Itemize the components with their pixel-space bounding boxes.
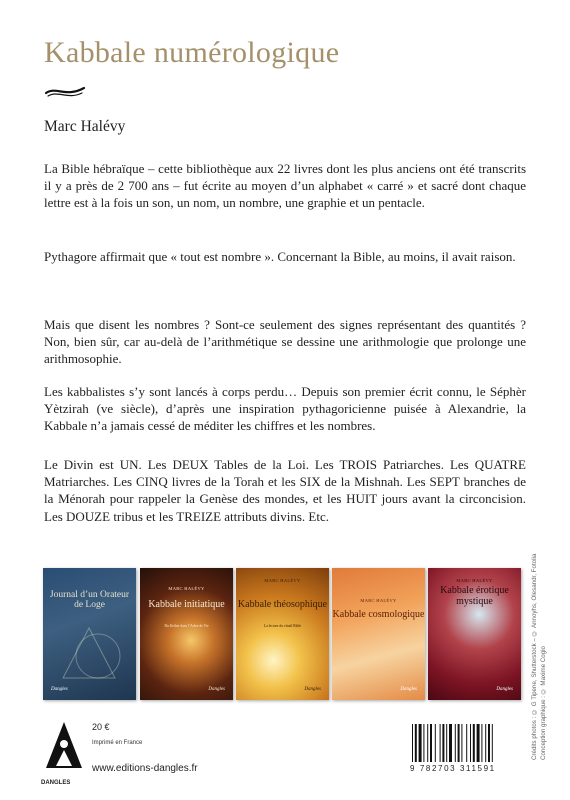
logo-label: DANGLES (41, 780, 71, 786)
barcode-bar (442, 724, 444, 762)
barcode-bar (446, 724, 447, 762)
barcode-bar (477, 724, 480, 762)
credits-line-2: Conception graphique : © Maxime Cogio (540, 646, 547, 760)
barcode-bar (492, 724, 493, 762)
book-author: MARC HALÉVY (456, 578, 493, 583)
book-title: Kabbale cosmologique (332, 609, 425, 620)
publisher-label: Dangles (496, 687, 513, 692)
paragraph-3: Mais que disent les nombres ? Sont-ce seulement des signes représentant des quantités ? Non, bien sûr, car au-delà de l’arithmétique se dessine une arithmologie que prolonge une arithmosophie. (44, 317, 526, 367)
isbn-number: 9 782703 311591 (410, 764, 496, 773)
dangles-logo-icon (44, 720, 84, 776)
book-cover-kabbale-erotique (428, 568, 521, 700)
barcode-bar (427, 724, 428, 762)
barcode-bar (430, 724, 432, 762)
book-cover-kabbale-initiatique (140, 568, 233, 700)
barcode-bar (449, 724, 452, 762)
barcode-bar (412, 724, 413, 762)
paragraph-4: Les kabbalistes s’y sont lancés à corps perdu… Depuis son premier écrit connu, le Séphèr Yètzirah (ve siècle), d’après une inspiration pythagoricienne puisée à Alexandrie, la Kabbale n’a jamais cessé de méditer les chiffres et les nombres. (44, 384, 526, 434)
barcode-bar (470, 724, 471, 762)
barcode-bar (458, 724, 460, 762)
publisher-label: Dangles (208, 687, 225, 692)
printed-in: Imprimé en France (92, 740, 143, 746)
book-subtitle: Du Kether dans l’Arbre de Vie (164, 624, 209, 628)
paragraph-1: La Bible hébraïque – cette bibliothèque aux 22 livres dont les plus anciens ont été transcrits il y a près de 2 700 ans – fut écrite au moyen d’un alphabet « carré » et sacré dont chaque lettre est à la fois un son, un nom, un nombre, une graphie et un pentacle. (44, 161, 526, 211)
book-cover-journal-orateur (43, 568, 136, 700)
publisher-label: Dangles (304, 687, 321, 692)
barcode-bar (466, 724, 467, 762)
barcode-bar (473, 724, 475, 762)
barcode-bar (461, 724, 462, 762)
paragraph-2: Pythagore affirmait que « tout est nombre ». Concernant la Bible, au moins, il avait raison. (44, 249, 516, 264)
flourish-ornament (44, 84, 86, 100)
publisher-label: Dangles (51, 687, 68, 692)
book-author: MARC HALÉVY (264, 578, 301, 583)
barcode-bar (435, 724, 436, 762)
barcode-bar (481, 724, 482, 762)
book-subtitle: La lecture du vitrail Bible (263, 624, 302, 628)
book-cover-kabbale-theosophique (236, 568, 329, 700)
book-author: MARC HALÉVY (360, 598, 397, 603)
book-title: Kabbale numérologique (44, 36, 340, 69)
barcode-bar (485, 724, 486, 762)
book-cover-kabbale-cosmologique (332, 568, 425, 700)
book-title: Journal d’un Orateur de Loge (49, 590, 130, 610)
book-title: Kabbale érotique mystique (440, 585, 509, 607)
barcode-icon (410, 722, 522, 782)
book-author: MARC HALÉVY (168, 586, 205, 591)
paragraph-5: Le Divin est UN. Les DEUX Tables de la Loi. Les TROIS Patriarches. Les QUATRE Matriarches. Les CINQ livres de la Torah et les SIX de la Mishnah. Les SEPT branches de la Ménorah pour rappeler la Genèse des mondes, et les HUIT jours avant la circoncision. Les DOUZE tribus et les TREIZE attributs divins. Etc. (44, 457, 526, 524)
masonic-emblem-icon (43, 568, 136, 700)
barcode-bar (423, 724, 424, 762)
book-title: Kabbale théosophique (237, 599, 328, 610)
book-title: Kabbale initiatique (148, 599, 225, 610)
barcode-bar (440, 724, 441, 762)
barcode-bar (415, 724, 417, 762)
barcode-bar (419, 724, 422, 762)
barcode-bar (455, 724, 456, 762)
barcode-bar (488, 724, 490, 762)
credits-line-1: Crédits photos : © G Tipene, Shutterstock – © Annoyhs, Olesandr, Fotolia (531, 553, 538, 760)
photo-credits (530, 545, 548, 760)
publisher-url: www.editions-dangles.fr (92, 763, 198, 774)
publisher-label: Dangles (400, 687, 417, 692)
price: 20 € (92, 722, 110, 732)
author-name: Marc Halévy (44, 118, 126, 135)
